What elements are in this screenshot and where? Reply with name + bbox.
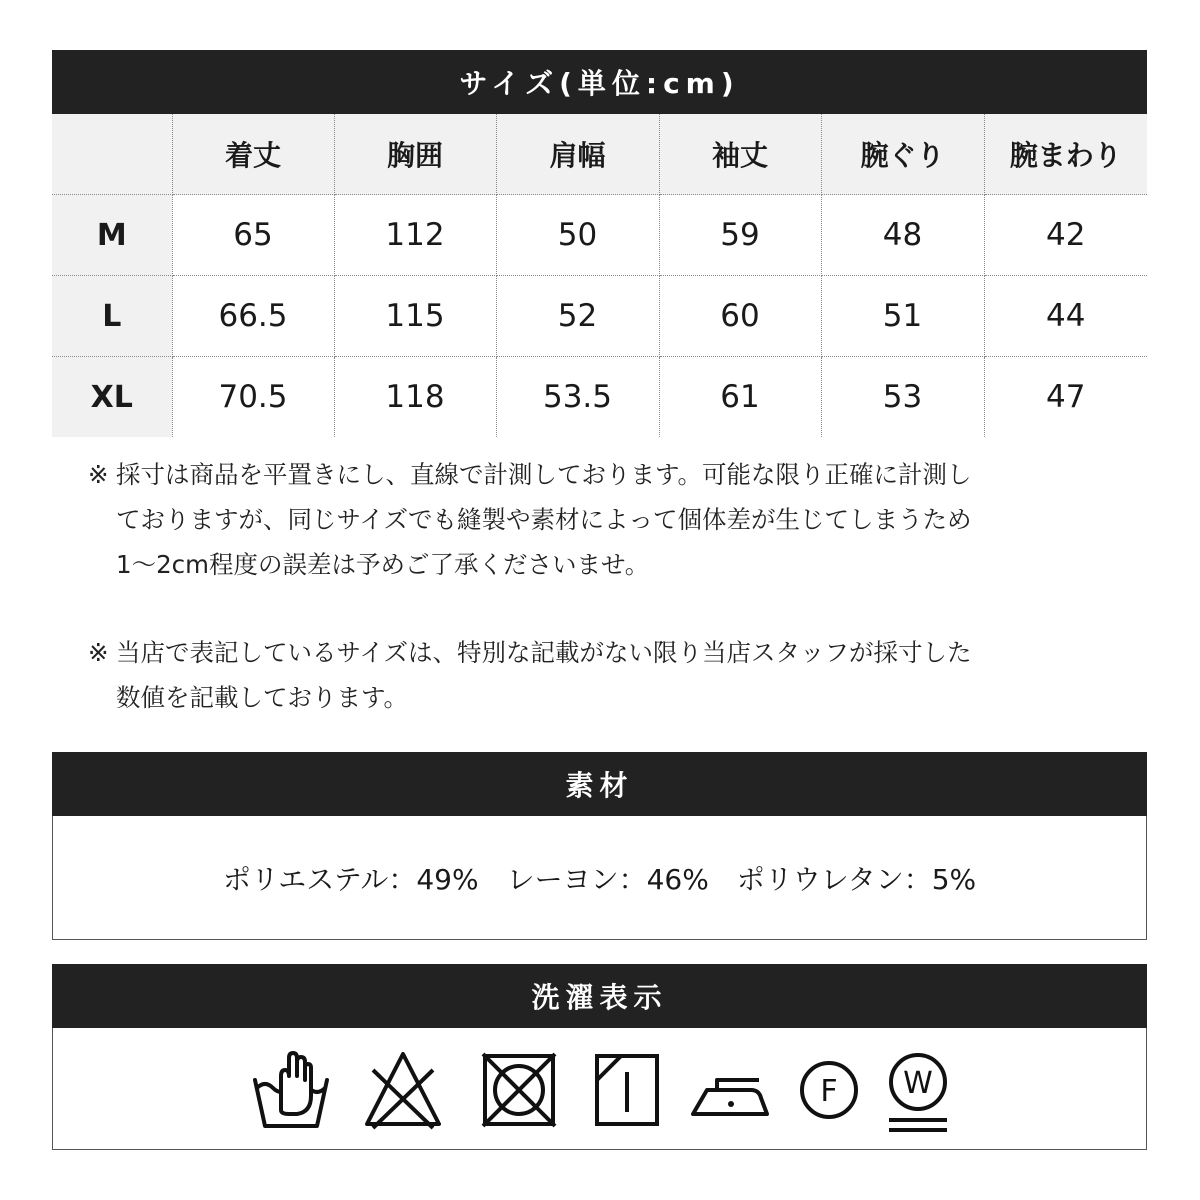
column-header: 腕まわり xyxy=(984,114,1147,195)
table-cell: 60 xyxy=(659,276,821,357)
size-label: XL xyxy=(52,357,172,438)
table-cell: 112 xyxy=(334,195,496,276)
dry-clean-letter: F xyxy=(820,1074,838,1109)
care-title-text: 洗濯表示 xyxy=(531,981,668,1014)
size-table-title-text: サイズ(単位:cm) xyxy=(459,67,740,100)
note-line: 1〜2cm程度の誤差は予めご了承くださいませ。 xyxy=(116,550,650,579)
note-line: 数値を記載しております。 xyxy=(116,683,409,712)
table-row xyxy=(52,276,1147,357)
dry-clean-f-icon xyxy=(797,1050,861,1130)
table-cell: 59 xyxy=(659,195,821,276)
size-table-title xyxy=(52,50,1147,114)
note-item xyxy=(88,452,1128,587)
size-label: M xyxy=(52,195,172,276)
care-title xyxy=(52,964,1147,1028)
table-cell: 115 xyxy=(334,276,496,357)
table-cell: 51 xyxy=(821,276,984,357)
table-cell: 53.5 xyxy=(496,357,659,438)
column-header: 腕ぐり xyxy=(821,114,984,195)
table-cell: 42 xyxy=(984,195,1147,276)
table-cell: 44 xyxy=(984,276,1147,357)
column-header: 胸囲 xyxy=(334,114,496,195)
wet-clean-w-icon xyxy=(883,1050,953,1136)
column-header: 着丈 xyxy=(172,114,334,195)
table-cell: 47 xyxy=(984,357,1147,438)
table-cell: 53 xyxy=(821,357,984,438)
material-composition: ポリエステル：49% レーヨン：46% ポリウレタン：5% xyxy=(222,862,977,896)
line-dry-shade-icon xyxy=(593,1050,663,1130)
table-cell: 52 xyxy=(496,276,659,357)
table-row xyxy=(52,357,1147,438)
measurement-note xyxy=(88,452,1128,587)
iron-low-icon xyxy=(687,1050,777,1130)
note-mark: ※ xyxy=(88,460,109,489)
table-cell: 65 xyxy=(172,195,334,276)
material-title xyxy=(52,752,1147,816)
size-note xyxy=(88,630,1128,720)
table-cell: 70.5 xyxy=(172,357,334,438)
hand-wash-icon xyxy=(251,1050,331,1130)
column-header: 肩幅 xyxy=(496,114,659,195)
table-cell: 48 xyxy=(821,195,984,276)
note-text xyxy=(116,630,1128,720)
no-tumble-dry-icon xyxy=(479,1050,559,1130)
size-label: L xyxy=(52,276,172,357)
wet-clean-letter: W xyxy=(903,1066,933,1101)
no-bleach-icon xyxy=(363,1050,443,1130)
table-cell: 50 xyxy=(496,195,659,276)
table-cell: 66.5 xyxy=(172,276,334,357)
note-line: 当店で表記しているサイズは、特別な記載がない限り当店スタッフが採寸した xyxy=(116,638,972,667)
table-cell: 118 xyxy=(334,357,496,438)
note-text xyxy=(116,452,1128,587)
table-cell: 61 xyxy=(659,357,821,438)
care-symbols xyxy=(52,1028,1147,1150)
note-line: 採寸は商品を平置きにし、直線で計測しております。可能な限り正確に計測し xyxy=(116,460,972,489)
table-row xyxy=(52,195,1147,276)
size-table-header-row xyxy=(52,114,1147,195)
material-box xyxy=(52,816,1147,940)
size-table xyxy=(52,114,1147,437)
note-mark: ※ xyxy=(88,638,109,667)
column-header: 袖丈 xyxy=(659,114,821,195)
size-table-corner-cell xyxy=(52,114,172,195)
note-line: ておりますが、同じサイズでも縫製や素材によって個体差が生じてしまうため xyxy=(116,505,972,534)
note-item xyxy=(88,630,1128,720)
material-title-text: 素材 xyxy=(565,769,634,802)
